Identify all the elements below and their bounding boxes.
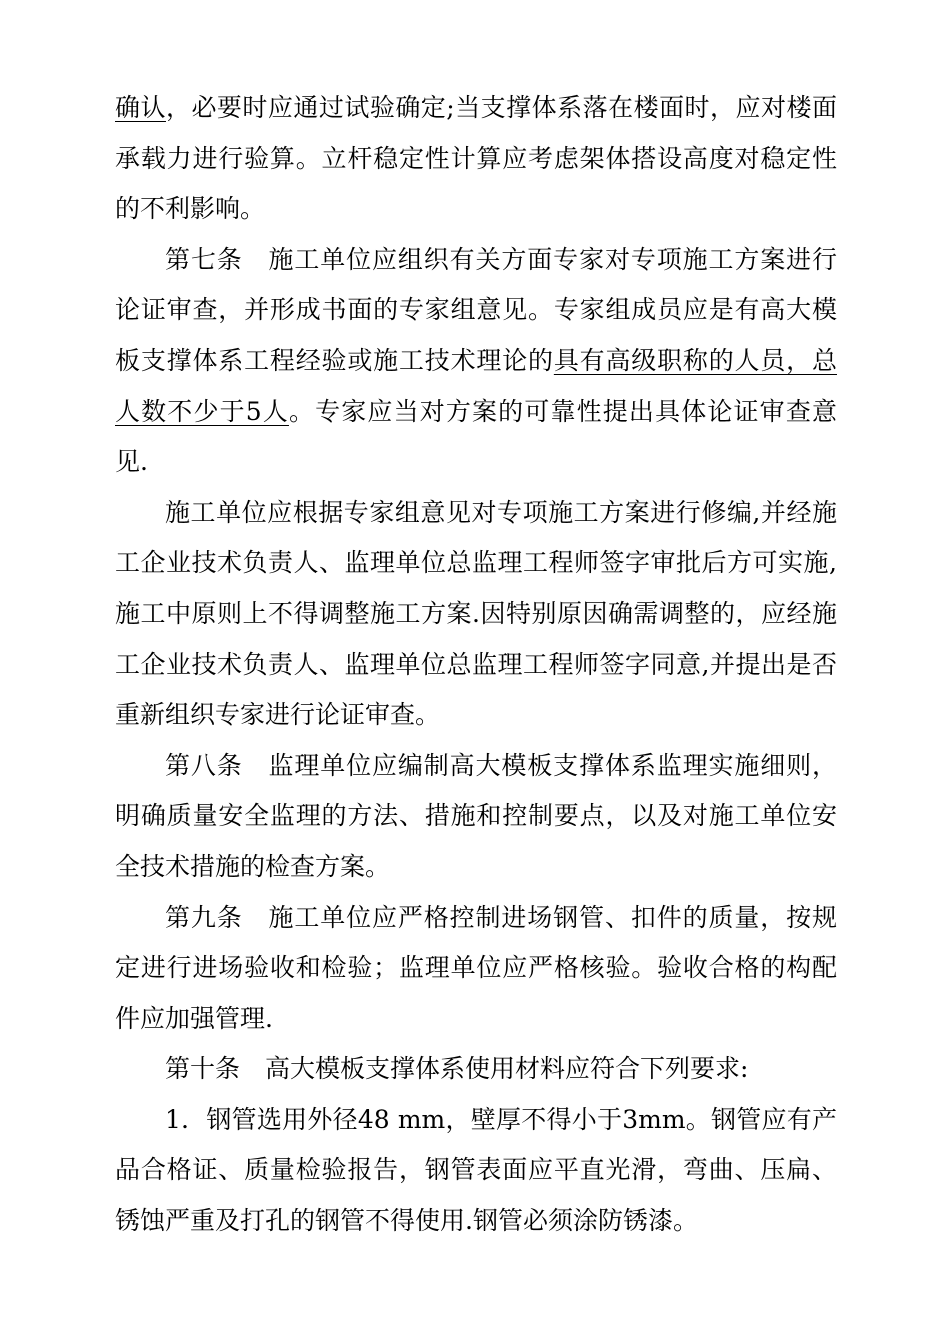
article-heading: 第九条 xyxy=(165,902,243,932)
underlined-text: 确认 xyxy=(115,93,166,122)
paragraph-text: 施工单位应严格控制进场钢管、扣件的质量，按规定进行进场验收和检验；监理单位应严格核验。验收合格的构配件应加强管理. xyxy=(115,902,837,1033)
paragraph-text: ，必要时应通过试验确定;当支撑体系落在楼面时，应对楼面承载力进行验算。立杆稳定性计算应考虑架体搭设高度对稳定性的不利影响。 xyxy=(115,93,837,224)
underlined-text: 具有高级职称的人员，总人数不少于5人 xyxy=(115,345,837,426)
list-item-steel-pipe xyxy=(115,1095,837,1247)
article-heading: 第八条 xyxy=(165,750,243,780)
article-heading: 第十条 xyxy=(165,1054,241,1084)
paragraph-text: 高大模板支撑体系使用材料应符合下列要求: xyxy=(265,1054,749,1084)
paragraph-text: 施工单位应组织有关方面专家对专项施工方案进行论证审查，并形成书面的专家组意见。专家组成员应是有高大模板支撑体系工程经验或施工技术理论的 xyxy=(115,244,837,375)
document-page xyxy=(115,83,837,1247)
article-nine xyxy=(115,893,837,1045)
paragraph-text: 监理单位应编制高大模板支撑体系监理实施细则，明确质量安全监理的方法、措施和控制要点，以及对施工单位安全技术措施的检查方案。 xyxy=(115,750,837,881)
paragraph-text: 。专家应当对方案的可靠性提出具体论证审查意见. xyxy=(115,396,837,477)
article-seven xyxy=(115,235,837,488)
paragraph-text: 施工单位应根据专家组意见对专项施工方案进行修编,并经施工企业技术负责人、监理单位总监理工程师签字审批后方可实施,施工中原则上不得调整施工方案.因特别原因确需调整的，应经施工企业技术负责人、监理单位总监理工程师签字同意,并提出是否重新组织专家进行论证审查。 xyxy=(115,497,837,730)
paragraph-revision xyxy=(115,488,837,741)
article-ten xyxy=(115,1044,837,1095)
paragraph-text: 1．钢管选用外径48 mm，壁厚不得小于3mm。钢管应有产品合格证、质量检验报告，钢管表面应平直光滑，弯曲、压扁、锈蚀严重及打孔的钢管不得使用.钢管必须涂防锈漆。 xyxy=(115,1104,837,1236)
article-heading: 第七条 xyxy=(165,244,243,274)
article-eight xyxy=(115,741,837,893)
paragraph-continuation xyxy=(115,83,837,235)
